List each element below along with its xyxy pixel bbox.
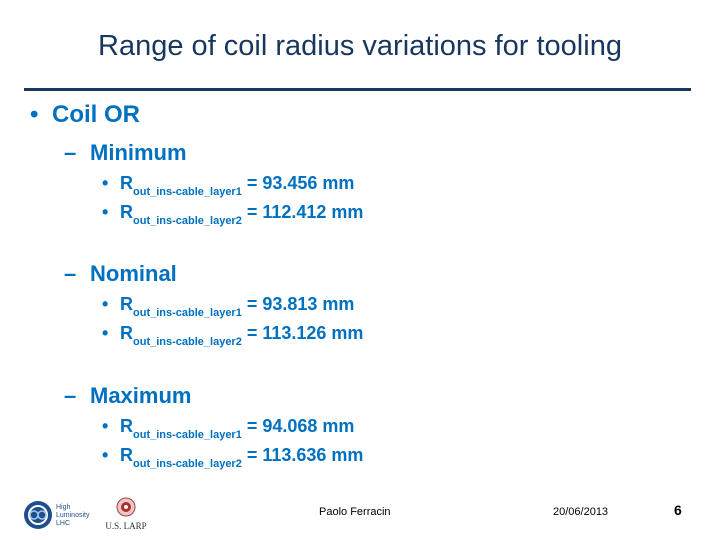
logo-line: LHC	[56, 520, 71, 527]
value: = 112.412 mm	[241, 202, 364, 222]
dash-icon: –	[64, 140, 77, 165]
logo-text: U.S. LARP	[105, 521, 147, 531]
group-label: Minimum	[90, 140, 187, 165]
symbol: R	[120, 202, 133, 222]
dash-icon: –	[64, 261, 77, 286]
bullet-icon: •	[102, 323, 109, 343]
subscript: out_ins-cable_layer2	[133, 336, 242, 348]
symbol: R	[120, 323, 133, 343]
bullet-icon: •	[102, 294, 109, 314]
list-item	[102, 173, 355, 198]
group-label: Nominal	[90, 261, 177, 286]
symbol: R	[120, 294, 133, 314]
value: = 93.813 mm	[241, 294, 355, 314]
group-label: Maximum	[90, 383, 192, 408]
logo-line: High	[56, 504, 71, 511]
value: = 113.126 mm	[241, 323, 364, 343]
bullet-icon: •	[102, 445, 109, 465]
dash-icon: –	[64, 383, 77, 408]
logo-line: Luminosity	[56, 512, 90, 519]
bullet-icon: •	[102, 416, 109, 436]
group-minimum	[64, 140, 187, 166]
subscript: out_ins-cable_layer2	[133, 458, 242, 470]
symbol: R	[120, 173, 133, 193]
symbol: R	[120, 445, 133, 465]
subscript: out_ins-cable_layer1	[133, 186, 242, 198]
footer-author: Paolo Ferracin	[319, 506, 391, 518]
section-label: Coil OR	[52, 101, 140, 128]
bullet-icon: •	[102, 202, 109, 222]
section-coil-or	[30, 101, 140, 129]
bullet-icon: •	[30, 101, 39, 128]
hilumi-lhc-logo	[22, 499, 100, 531]
bullet-icon: •	[102, 173, 109, 193]
list-item	[102, 323, 364, 348]
list-item	[102, 294, 355, 319]
symbol: R	[120, 416, 133, 436]
group-nominal	[64, 261, 177, 287]
value: = 113.636 mm	[241, 445, 364, 465]
subscript: out_ins-cable_layer2	[133, 215, 242, 227]
page-number: 6	[674, 502, 682, 518]
list-item	[102, 416, 355, 441]
us-larp-logo	[100, 496, 152, 534]
subscript: out_ins-cable_layer1	[133, 307, 242, 319]
group-maximum	[64, 383, 191, 409]
list-item	[102, 445, 364, 470]
footer-date: 20/06/2013	[553, 506, 609, 518]
value: = 93.456 mm	[241, 173, 355, 193]
list-item	[102, 202, 364, 227]
value: = 94.068 mm	[241, 416, 355, 436]
title-divider	[24, 88, 691, 91]
subscript: out_ins-cable_layer1	[133, 429, 242, 441]
slide-title: Range of coil radius variations for tooling	[98, 30, 622, 62]
